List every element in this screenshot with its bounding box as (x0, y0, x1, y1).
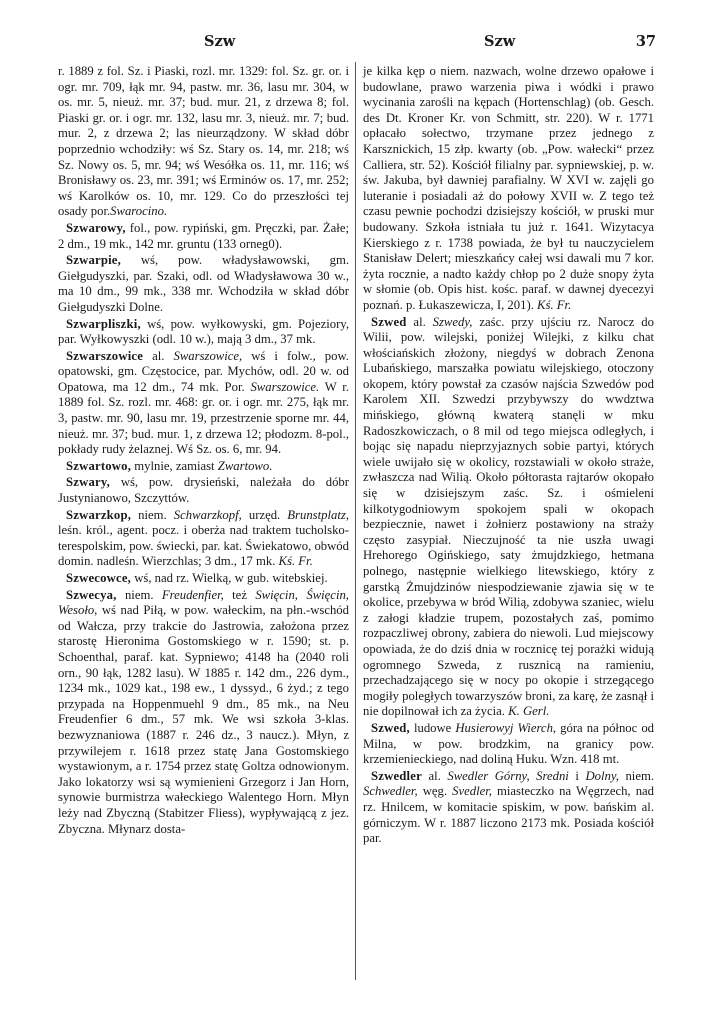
entry-text: leśn. król., agent. pocz. i oberża nad traktem tucholsko-terespolskim, pow. świecki, par. kat. Świekatowo, obwód domin. nadleśn. Wierzchlas; 3 dm., 17 mk. (58, 523, 349, 569)
entry-headword: Szwarzkop, (66, 507, 132, 522)
entry-text: niem. (131, 507, 167, 522)
page-number: 37 (635, 33, 656, 50)
italic-term: Swięcin, Święcin, Wesoło, (58, 587, 349, 618)
entry-text: urzęd. (241, 507, 281, 522)
entry-text: fol., pow. rypiński, gm. Pręczki, par. Żałe; 2 dm., 19 mk., 142 mr. gruntu (133 orneg0). (58, 220, 349, 251)
entry-text: niem. (618, 768, 654, 783)
entry-paragraph (58, 221, 349, 252)
italic-term: Swedler Górny, Sredni (440, 768, 569, 783)
italic-term: Brunstplatz, (280, 507, 349, 522)
italic-term: Dolny, (578, 768, 619, 783)
entry-headword: Szwary, (66, 475, 111, 490)
entry-text: zaśc. przy ujściu rz. Narocz do Wilii, pow. wilejski, poniżej Wilejki, z kilku chat włościańskich złożony, niegdyś w dobrach Zenona Lubańskiego, marszałka powiatu wilejskiego, otoczony okopem, który powstał za czasów najścia Szwedów pod Karolem XII. Szwedzi przybywszy do wwdztwa mińskiego, główną kwaterą stanęli w mku Radoszkowiczach, o 8 mil od tego miejsca odległych, i bojąc się napadu nieprzyjaznych sobie partyi, których wiele uwijało się w okolicy, rozstawiali w około straże, zwłaszcza nad Wilią. Około półtorasta rajtarów okopało się w dzisiejszym zaśc. Sz. i ośmieleni kilkotygodniowym spokojem spali w okopach bezpiecznie, nawet i żołnierz postawiony na straży często zasypiał. Nieczujność ta nie uszła uwagi Hrehorego Ogińskiego, saty żmujdzkiego, hetmana polnego, następnie wielkiego litewskiego, który z garstką Żmujdzinów niespodziewanie zjawia się w te okolice, przebywa w bród Wilią, zdobywa szaniec, wielu z załogi kładzie trupem, pozostałych zaś, pomimo rozpaczliwej obrony, zabiera do niewoli. Lud miejscowy opowiada, że do dziś dnia w rocznicę tej porażki widują ogromnego Szweda, z rusznicą na ramieniu, przechadzającego się w nocy po okopie i strzegącego mogiły poległych towarzyszów broni, za karę, że zasnął i nie dopilnował ich za życia. (363, 314, 655, 719)
entry-paragraph (58, 459, 349, 475)
entry-headword: Szwartowo, (66, 458, 132, 473)
entry-text: i (568, 768, 579, 783)
entry-paragraph (58, 475, 349, 506)
entry-paragraph (58, 571, 349, 587)
entry-text: niem. (116, 587, 154, 602)
entry-paragraph (58, 317, 349, 348)
entry-headword: Szwarpliszki, (66, 316, 141, 331)
entry-text: miasteczko na Węgrzech, nad rz. Hnilcem, w komitacie spiskim, w pow. bańskim al. górniczym. W r. 1887 liczono 2173 mk. Posiada kościół par. (363, 784, 655, 846)
entry-text: węg. (417, 784, 448, 799)
left-column (58, 64, 349, 838)
italic-term: Szwedy, (425, 314, 473, 329)
italic-term: Husierowyj Wierch, (451, 720, 557, 735)
entry-text: al. (143, 348, 165, 363)
entry-text: al. (421, 768, 441, 783)
entry-paragraph (58, 64, 349, 220)
running-head-right-word: Szw (484, 33, 516, 50)
entry-headword: Szwarowy, (66, 220, 126, 235)
entry-headword: Szwecowce, (66, 571, 132, 585)
entry-text: ludowe (409, 720, 452, 735)
entry-text: al. (406, 314, 426, 329)
entry-text: wś, pow. władysławowski, gm. Giełgudyszki, par. Szaki, odl. od Władysławowa 30 w., ma 10 dm., 99 mk., 338 mr. Wchodziła w skład dóbr Giełgudyszki Dolne. (58, 253, 349, 314)
entry-headword: Szwedler (371, 768, 422, 783)
italic-term: Zwartowo. (214, 458, 273, 473)
italic-term: Swarszowice. (244, 379, 320, 394)
right-column (363, 64, 654, 848)
italic-term: Freudenfier, (153, 587, 224, 602)
entry-paragraph (363, 315, 654, 720)
italic-term: Kś. Fr. (533, 297, 572, 312)
entry-text: wś, pow. drysieński, należała do dóbr Justynianowo, Szczyttów. (58, 475, 349, 506)
entry-headword: Szwecya, (66, 587, 117, 602)
entry-text: r. 1889 z fol. Sz. i Piaski, rozl. mr. 1329: fol. Sz. gr. or. i ogr. mr. 709, łąk mr. 94, pastw. mr. 36, lasu mr. 304, w os. mr. 5, nieuż. mr. 37; bud. mur. 21, z drzewa 8; fol. Piaski gr. or. i ogr. mr. 132, lasu mr. 3, nieuż. mr. 7; bud. mur. 2, z drzewa 2; las nieurządzony. W skład dóbr poprzednio wchodziły: wś Sz. Stary os. 14, mr. 218; wś Sz. Nowy os. 5, mr. 94; wś Wesółka os. 11, mr. 116; wś Bronisławy os. 23, mr. 391; wś Erminów os. 17, mr. 252; wś Karolków os. 10, mr. 129. Co do przeszłości tej osady por. (58, 64, 349, 219)
entry-paragraph (363, 721, 654, 768)
italic-term: Swarszowice, (164, 348, 243, 363)
entry-text: wś nad Piłą, w pow. wałeckim, na płn.-wschód od Wałcza, przy trakcie do Jastrowia, założona przez starostę Hieronima Gostomskiego w r. 1590; st. p. Schoenthal, paraf. kat. Sypniewo; 4148 ha (2040 roli orn., 90 łąk, 1282 lasu). W 1885 r. 142 dm., 226 dym., 1234 mk., 1029 kat., 198 ew., 1 dyssyd., 6 żyd.; z tego przypada na Hoppenmuehl 9 dm., 85 mk., na Neu Freudenfier 6 dm., 57 mk. We wsi szkoła 3-klas. bezwyznaniowa (1887 r. 246 dz., 3 naucz.). Młyn, z przywilejem r. 1618 przez statę Jana Gostomskiego wystawionym, a r. 1754 przez statę Goltza odnowionym. Jako lokatorzy wsi są wymienieni Grzegorz i Jan Horn, synowie burmistrza wałeckiego Walentego Horn. Młyn leży nad Zbyczną (Stabitzer Fliess), wypływającą z jez. Zbyczna. Młynarz dosta- (58, 603, 349, 836)
entry-paragraph (58, 508, 349, 570)
entry-paragraph (58, 349, 349, 458)
italic-term: Schwarzkopf, (166, 507, 242, 522)
entry-paragraph (58, 588, 349, 838)
entry-headword: Szwarpie, (66, 253, 122, 268)
italic-term: Svedler, (447, 784, 492, 799)
column-divider (355, 62, 356, 980)
entry-headword: Szwed (371, 314, 407, 329)
entry-headword: Szwarszowice (66, 348, 144, 363)
italic-term: K. Gerl. (504, 704, 550, 719)
running-head (56, 33, 656, 53)
entry-text: wś, nad rz. Wielką, w gub. witebskiej. (131, 571, 328, 585)
italic-term: Swarocino. (110, 204, 168, 219)
entry-text: góra na północ od Milna, w pow. brodzkim, na granicy pow. krzemienieckiego, nad doliną Huku. Wzn. 418 mt. (363, 720, 655, 767)
entry-paragraph (363, 64, 654, 314)
entry-text: też (223, 587, 247, 602)
entry-text: wś i folw., pow. opatowski, gm. Częstocice, par. Mychów, odl. 20 w. od Opatowa, ma 12 dm., 74 mk. Por. (58, 348, 349, 394)
italic-term: Kś. Fr. (275, 554, 313, 569)
entry-paragraph (363, 769, 654, 847)
running-head-left-word: Szw (204, 33, 236, 50)
italic-term: Schwedler, (363, 784, 418, 799)
entry-text: mylnie, zamiast (131, 458, 215, 473)
entry-text: W r. 1889 fol. Sz. rozl. mr. 468: gr. or. i ogr. mr. 275, łąk mr. 3, pastw. mr. 90, lasu mr. 19, przestrzenie sporne mr. 44, nieuż. mr. 37; bud. mur. 1, z drzewa 12; płodozm. 8-pol., pokłady rudy żelaznej. Wś Sz. os. 6, mr. 94. (58, 379, 349, 457)
entry-text: je kilka kęp o niem. nazwach, wolne drzewo opałowe i budowlane, prawo warzenia piwa i wódki i prawo wycinania zarośli na kępach (Hortenschlag) (ob. Gesch. des Dt. Kroner Kr. von Schmitt, str. 220). W r. 1771 opłacało sołectwo, trzymane przez jednego z Karsznickich, 15 złp. kwarty (ob. „Pow. wałecki“ przez Calliera, str. 52). Kościół filialny par. sypniewskiej, p. w. św. Jakuba, był dawniej parafialny. W XVI w. zajęli go luteranie i posiadali aż do połowy XVII w. Z tego też czasu pewnie pochodzi dzisiejszy kościół, w pruski mur budowany. Szkoła istniała tu już r. 1641. Wizytacya Kierskiego z r. 1738 powiada, że był tu nauczycielem Stanisław Delert; mieszkańcy całej wsi dawali mu 7 kor. żyta rocznie, a nadto każdy chłop po 2 duże snopy żyta w słomie (ob. Opis hist. kośc. paraf. w dawnej dyecezyi poznań. p. Łukaszewicza, I, 201). (363, 64, 654, 312)
entry-text: wś, pow. wyłkowyski, gm. Pojeziory, par. Wyłkowyszki (odl. 10 w.), mają 3 dm., 37 mk. (58, 316, 349, 347)
entry-paragraph (58, 253, 349, 315)
entry-headword: Szwed, (371, 720, 410, 735)
